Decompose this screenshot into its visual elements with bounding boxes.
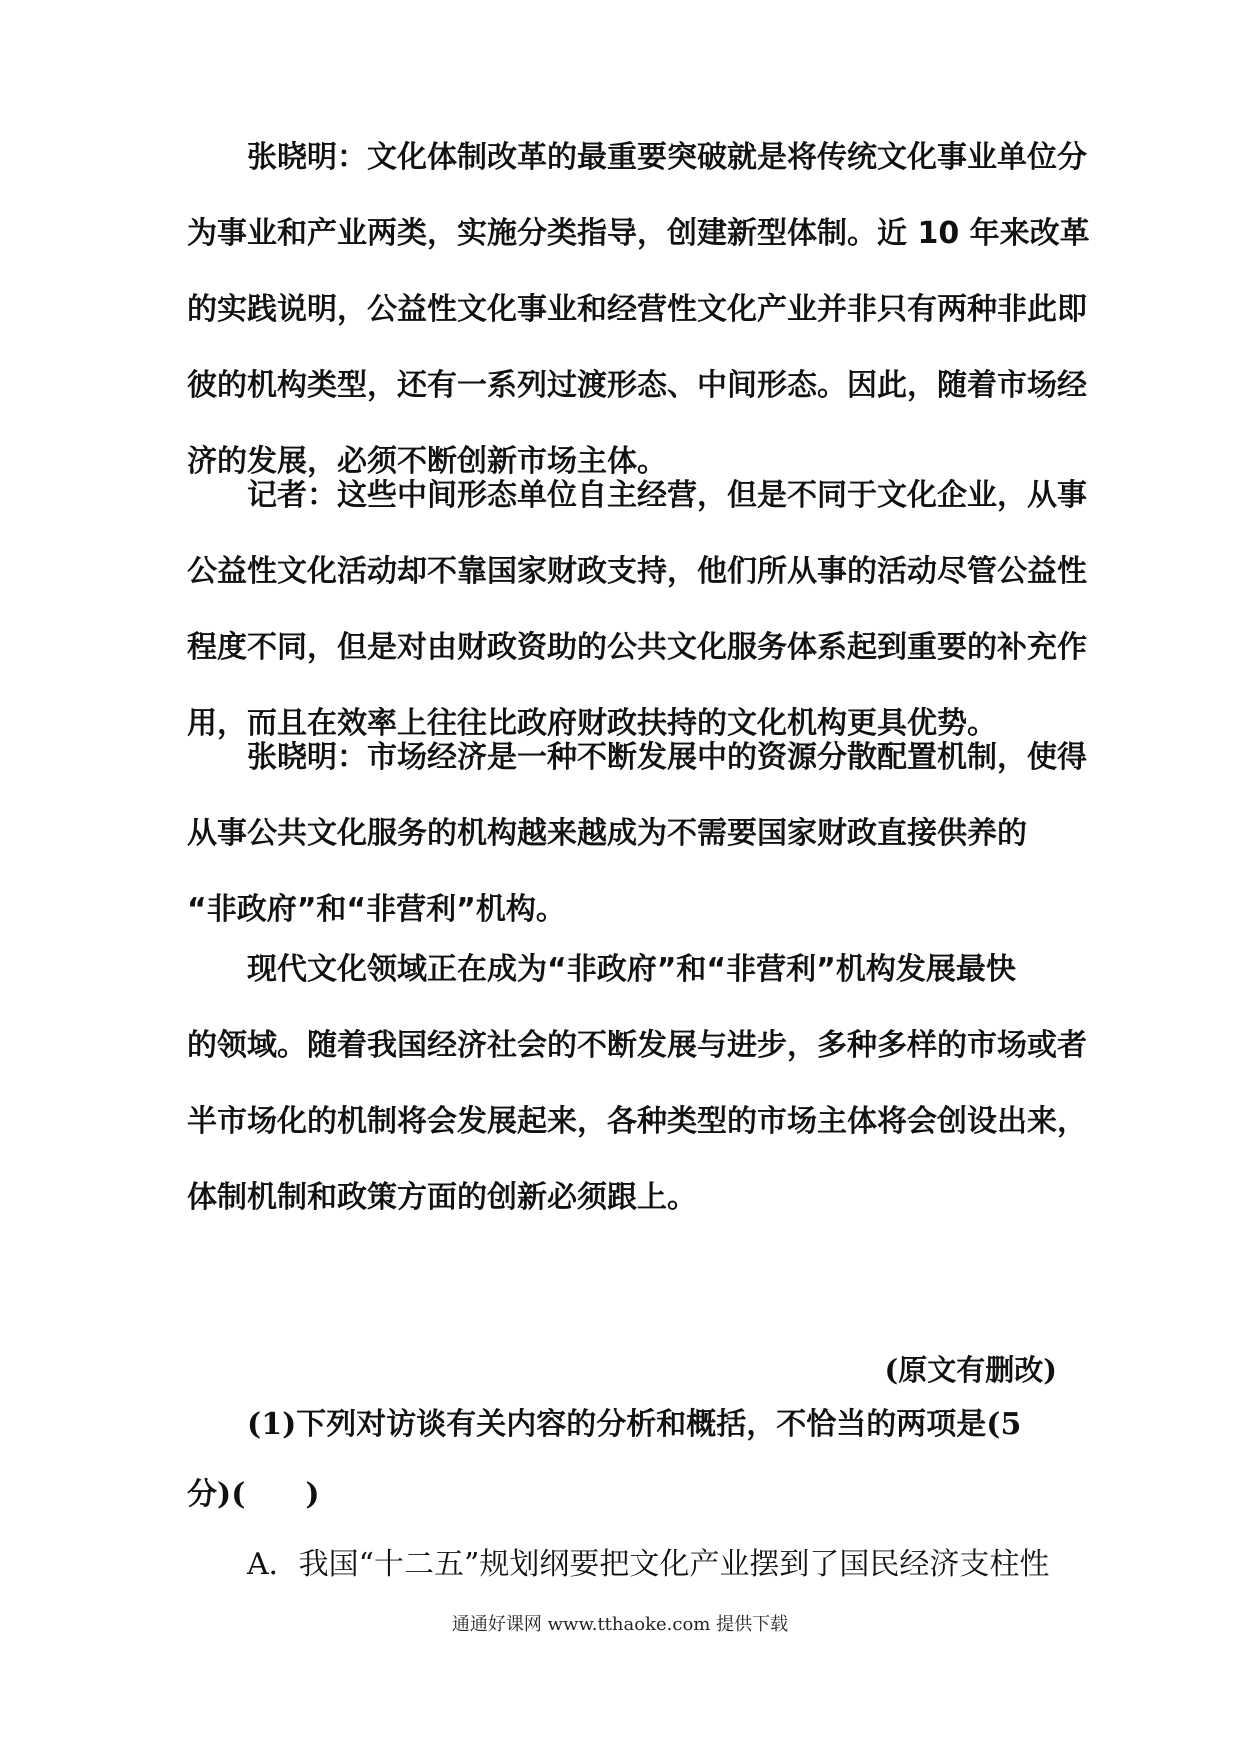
paragraph-4 bbox=[187, 932, 1087, 1236]
question-stem-line: 分)( ) bbox=[187, 1477, 320, 1512]
text-line: 为事业和产业两类，实施分类指导，创建新型体制。近 10 年来改革 bbox=[187, 216, 1090, 251]
text-line: 彼的机构类型，还有一系列过渡形态、中间形态。因此，随着市场经 bbox=[187, 368, 1087, 403]
footer-credit: 通通好课网 www.tthaoke.com 提供下载 bbox=[451, 1614, 789, 1635]
text-line: 公益性文化活动却不靠国家财政支持，他们所从事的活动尽管公益性 bbox=[187, 554, 1087, 589]
source-note: (原文有删改) bbox=[884, 1353, 1057, 1387]
text-line: 的领域。随着我国经济社会的不断发展与进步，多种多样的市场或者 bbox=[187, 1028, 1087, 1063]
paragraph-2 bbox=[187, 458, 1087, 762]
question-stem-line: (1)下列对访谈有关内容的分析和概括，不恰当的两项是(5 bbox=[247, 1407, 1022, 1442]
text-line: 的实践说明，公益性文化事业和经营性文化产业并非只有两种非此即 bbox=[187, 292, 1087, 327]
text-line: 张晓明：市场经济是一种不断发展中的资源分散配置机制，使得 bbox=[247, 740, 1087, 775]
text-line: 程度不同，但是对由财政资助的公共文化服务体系起到重要的补充作 bbox=[187, 630, 1087, 665]
text-line: 济的发展，必须不断创新市场主体。 bbox=[187, 444, 667, 479]
paragraph-3 bbox=[187, 720, 1087, 948]
option-a: A．我国“十二五”规划纲要把文化产业摆到了国民经济支柱性 bbox=[247, 1547, 1050, 1582]
text-line: 现代文化领域正在成为“非政府”和“非营利”机构发展最快 bbox=[247, 952, 1016, 987]
text-line: 用，而且在效率上往往比政府财政扶持的文化机构更具优势。 bbox=[187, 706, 997, 741]
text-line: 体制机制和政策方面的创新必须跟上。 bbox=[187, 1180, 697, 1215]
text-line: 记者：这些中间形态单位自主经营，但是不同于文化企业，从事 bbox=[247, 478, 1087, 513]
text-line: “非政府”和“非营利”机构。 bbox=[187, 892, 566, 927]
text-line: 从事公共文化服务的机构越来越成为不需要国家财政直接供养的 bbox=[187, 816, 1027, 851]
text-line: 半市场化的机制将会发展起来，各种类型的市场主体将会创设出来， bbox=[187, 1104, 1087, 1139]
paragraph-1 bbox=[187, 120, 1090, 500]
question-1 bbox=[187, 1390, 1057, 1600]
text-line: 张晓明：文化体制改革的最重要突破就是将传统文化事业单位分 bbox=[247, 140, 1087, 175]
